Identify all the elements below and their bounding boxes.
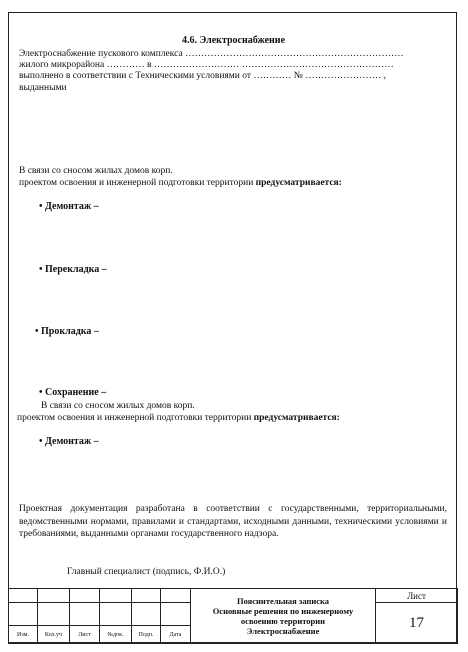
stamp-col-izm: Изм. xyxy=(9,626,38,644)
title-block-stamp xyxy=(8,588,457,643)
section1-line2: проектом освоения и инженерной подготовки территории предусматривается: xyxy=(19,178,342,188)
stamp-col-kol: Кол.уч xyxy=(38,626,70,644)
stamp-col-list: Лист xyxy=(70,626,100,644)
stamp-sheet-label: Лист xyxy=(376,589,458,603)
bullet-sokhranenie: • Сохранение – xyxy=(39,387,107,398)
bullet-prokladka: • Прокладка – xyxy=(35,326,99,337)
section2-line1: В связи со сносом жилых домов корп. xyxy=(41,401,195,411)
compliance-paragraph: Проектная документация разработана в соответствии с государственными, территориальными, ведомственными нормами, правилами и стандартами, исходными данными, техническими условиями и требованиями, выданными органами государственного надзора. xyxy=(19,504,447,539)
stamp-col-ndok: №док. xyxy=(100,626,132,644)
section-title: 4.6. Электроснабжение xyxy=(181,35,286,46)
bullet-perekladka: • Перекладка – xyxy=(39,264,107,275)
bullet-demontazh: • Демонтаж – xyxy=(39,201,99,212)
section1-line1: В связи со сносом жилых домов корп. xyxy=(19,166,173,176)
text-line-3: выполнено в соответствии с Техническими условиями от ………… № …………………… , xyxy=(19,71,386,81)
stamp-title: Пояснительная записка Основные решения по инженерному освоению территории Электроснабжение xyxy=(191,589,376,644)
text-line-4: выданными xyxy=(19,83,67,93)
text-line-1: Электроснабжение пускового комплекса …………………………………………………………… xyxy=(19,49,404,59)
bullet-demontazh-2: • Демонтаж – xyxy=(39,436,99,447)
stamp-col-data: Дата xyxy=(161,626,191,644)
stamp-col-podp: Подп. xyxy=(132,626,161,644)
stamp-sheet-number: 17 xyxy=(376,603,458,644)
section2-line2: проектом освоения и инженерной подготовки территории предусматривается: xyxy=(17,413,340,423)
page-frame xyxy=(8,12,457,643)
text-line-2: жилого микрорайона ………… в ……………………… ………………………………………… xyxy=(19,60,394,70)
signature-line: Главный специалист (подпись, Ф.И.О.) xyxy=(67,567,226,577)
